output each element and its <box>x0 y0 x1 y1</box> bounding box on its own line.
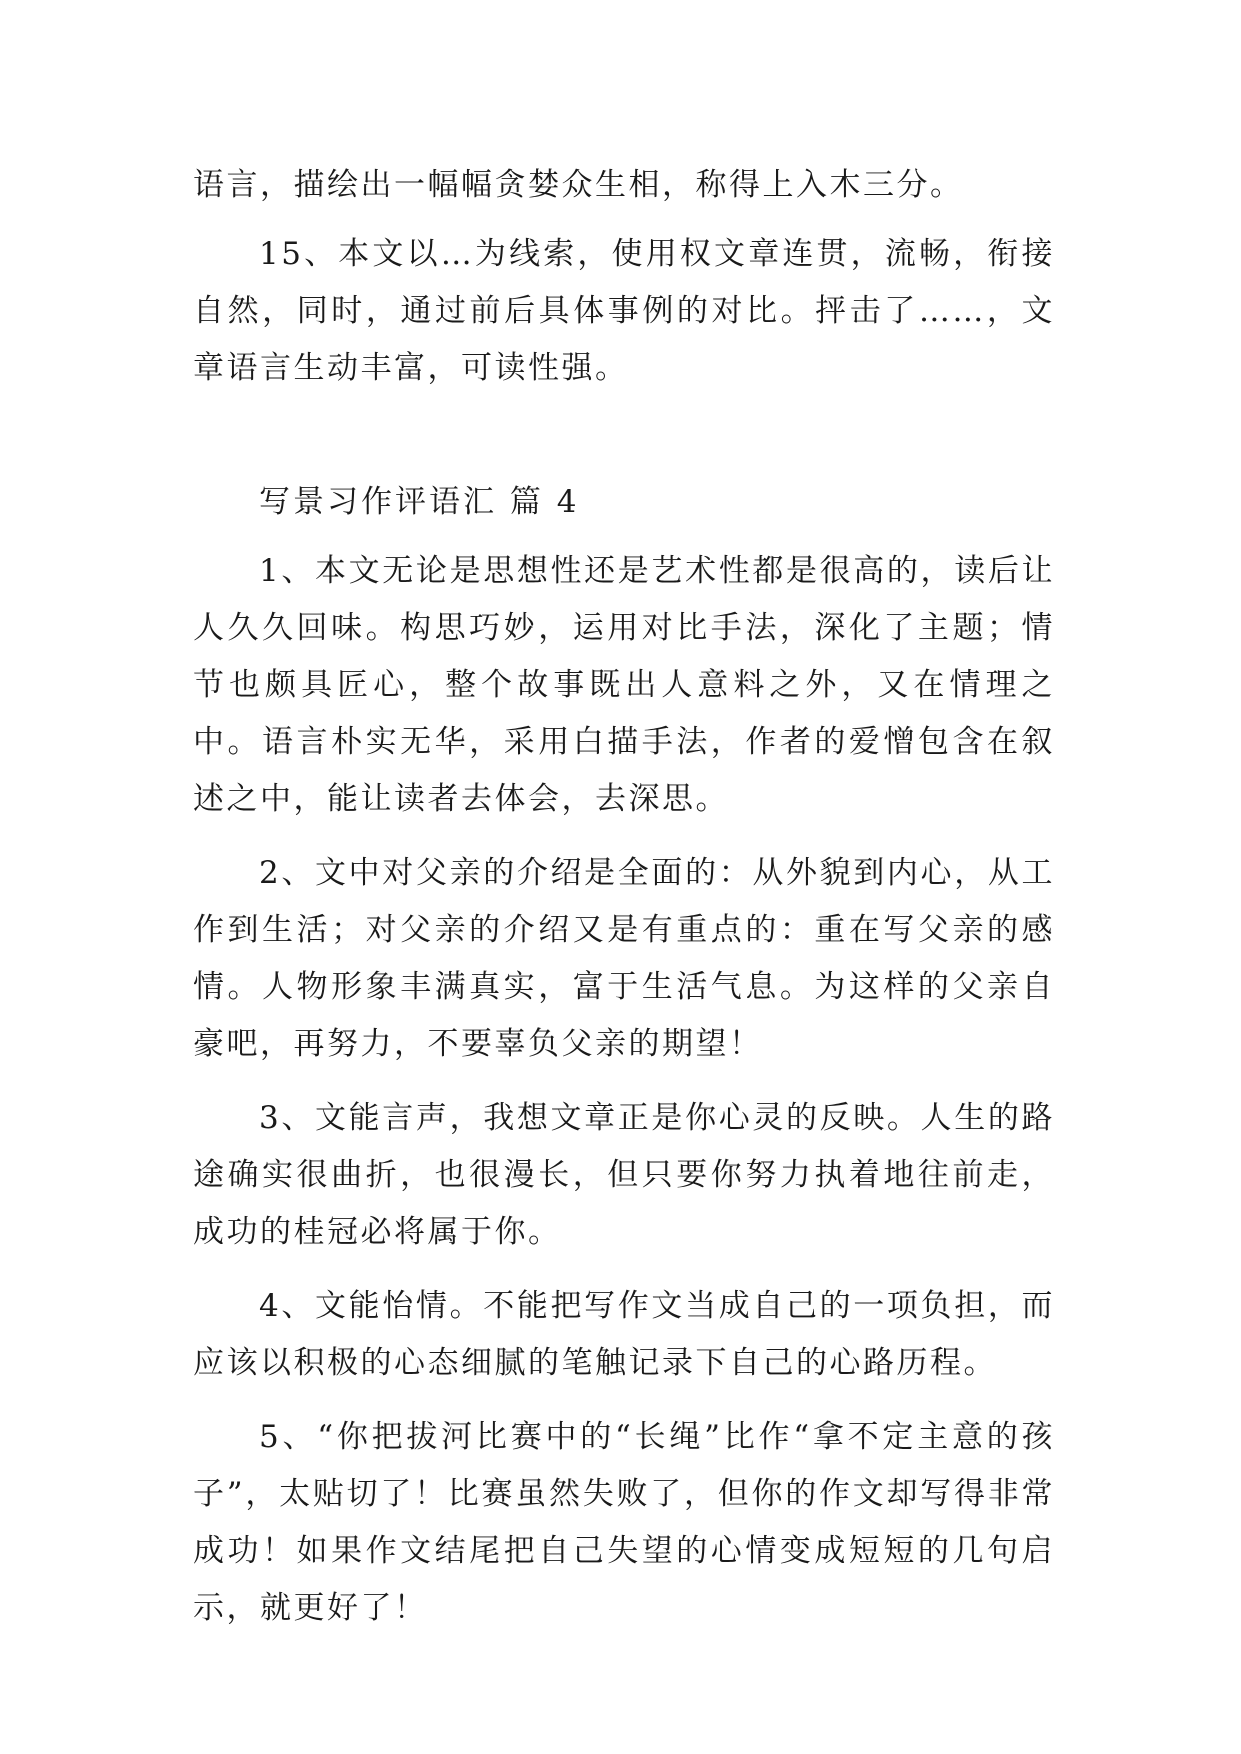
comment-item-2: 2、文中对父亲的介绍是全面的：从外貌到内心，从工作到生活；对父亲的介绍又是有重点的：重在写父亲的感情。人物形象丰满真实，富于生活气息。为这样的父亲自豪吧，再努力，不要辜负父亲的期望！ <box>193 855 1055 1062</box>
document-body <box>193 157 1055 1654</box>
comment-item-4: 4、文能怡情。不能把写作文当成自己的一项负担，而应该以积极的心态细腻的笔触记录下自己的心路历程。 <box>193 1288 1055 1381</box>
comment-item-15: 15、本文以…为线索，使用权文章连贯，流畅，衔接自然，同时，通过前后具体事例的对比。抨击了……，文章语言生动丰富，可读性强。 <box>193 236 1055 386</box>
section-heading: 写景习作评语汇 篇 4 <box>259 484 580 520</box>
comment-item-5: 5、“你把拔河比赛中的“长绳”比作“拿不定主意的孩子”，太贴切了！比赛虽然失败了，但你的作文却写得非常成功！如果作文结尾把自己失望的心情变成短短的几句启示，就更好了！ <box>193 1419 1055 1626</box>
continuation-paragraph: 语言，描绘出一幅幅贪婪众生相，称得上入木三分。 <box>193 167 964 203</box>
comment-item-3: 3、文能言声，我想文章正是你心灵的反映。人生的路途确实很曲折，也很漫长，但只要你努力执着地往前走，成功的桂冠必将属于你。 <box>193 1100 1055 1250</box>
comment-item-1: 1、本文无论是思想性还是艺术性都是很高的，读后让人久久回味。构思巧妙，运用对比手法，深化了主题；情节也颇具匠心，整个故事既出人意料之外，又在情理之中。语言朴实无华，采用白描手法，作者的爱憎包含在叙述之中，能让读者去体会，去深思。 <box>193 553 1055 817</box>
